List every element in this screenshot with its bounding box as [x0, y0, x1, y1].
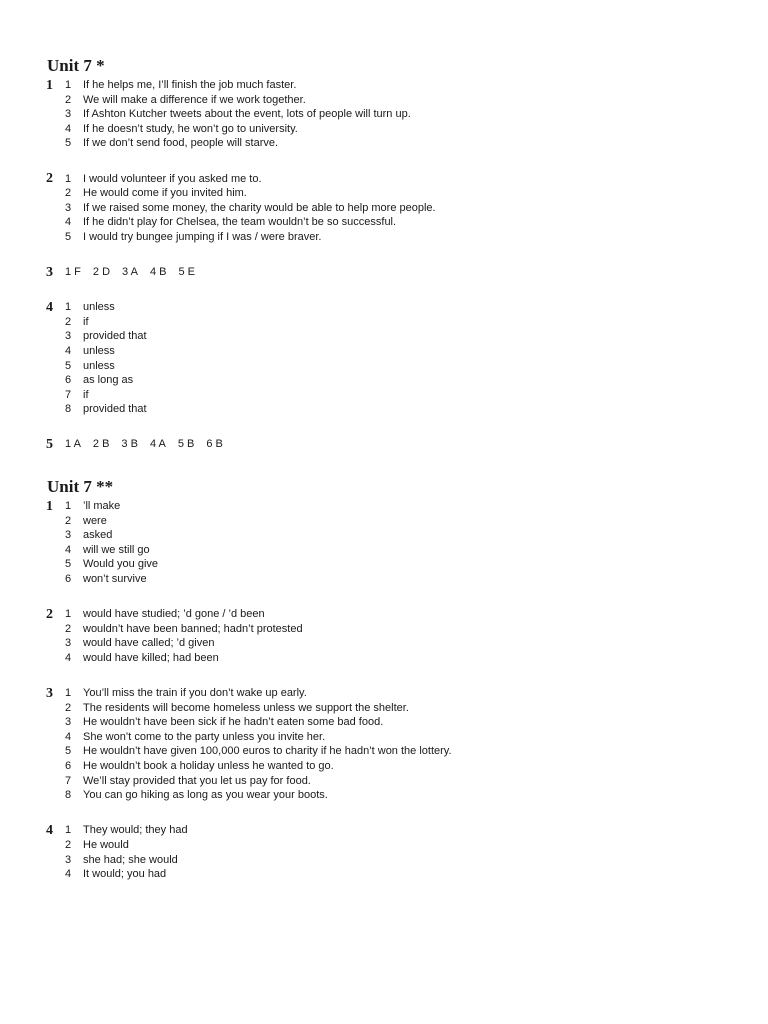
item-number: 1 [65, 301, 72, 314]
answer-text: wouldn’t have been banned; hadn’t protested [83, 622, 303, 635]
item-number: 2 [65, 315, 72, 328]
answer-text: I would try bungee jumping if I was / were braver. [83, 230, 322, 243]
inline-answer: 4 B [149, 266, 167, 278]
answer-text: If Ashton Kutcher tweets about the event, lots of people will turn up. [83, 108, 411, 121]
exercise-number: 3 [46, 685, 53, 701]
inline-answer-row [65, 437, 235, 452]
answer-text: It would; you had [83, 868, 167, 881]
item-number: 5 [65, 359, 72, 372]
item-number: 2 [65, 701, 72, 714]
item-number: 4 [65, 868, 72, 881]
item-number: 5 [65, 137, 72, 150]
inline-answer: 2 B [92, 438, 110, 451]
inline-answer: 3 B [121, 438, 138, 451]
item-number: 3 [65, 201, 72, 214]
answer-text: Would you give [83, 558, 159, 571]
item-number: 5 [65, 745, 72, 758]
item-number: 3 [65, 330, 72, 343]
item-number: 3 [65, 637, 72, 650]
item-number: 7 [65, 388, 72, 401]
answer-text: He would [83, 838, 129, 851]
answer-text: We’ll stay provided that you let us pay for food. [83, 774, 311, 787]
exercise-number: 4 [46, 822, 53, 838]
inline-answer: 5 E [178, 266, 195, 278]
answer-text: He would come if you invited him. [83, 187, 247, 200]
item-number: 4 [65, 730, 72, 743]
item-number: 2 [65, 514, 72, 527]
answer-text: You’ll miss the train if you don’t wake up early. [83, 687, 307, 699]
answer-text: The residents will become homeless unless we support the shelter. [83, 701, 409, 714]
exercise-number: 3 [46, 264, 53, 280]
inline-answer: 3 A [122, 266, 138, 278]
answer-text: If he helps me, I’ll finish the job much faster. [83, 79, 297, 91]
item-number: 6 [65, 374, 72, 387]
answer-text: provided that [83, 403, 147, 416]
answer-text: If he doesn’t study, he won’t go to university. [83, 122, 298, 135]
item-number: 4 [65, 543, 72, 556]
item-number: 1 [65, 172, 72, 185]
exercise-number: 2 [46, 171, 53, 186]
answer-text: if [83, 388, 89, 401]
item-number: 4 [65, 122, 72, 135]
item-number: 5 [65, 230, 72, 243]
item-number: 8 [65, 789, 72, 802]
item-number: 3 [65, 529, 72, 542]
answer-text: would have killed; had been [83, 651, 219, 664]
answer-text: unless [83, 359, 115, 372]
answer-text: will we still go [83, 543, 150, 556]
inline-answer: 2 D [92, 266, 111, 278]
answer-text: would have called; ’d given [83, 637, 215, 650]
answer-text: unless [83, 301, 115, 314]
item-number: 1 [65, 824, 72, 837]
answer-text: would have studied; ’d gone / ’d been [83, 608, 265, 621]
inline-answer: 6 B [206, 438, 223, 451]
answer-text: I would volunteer if you asked me to. [83, 172, 262, 185]
answer-text: she had; she would [83, 853, 178, 866]
exercise-number: 2 [46, 606, 53, 622]
answer-text: He wouldn’t have given 100,000 euros to charity if he hadn’t won the lottery. [83, 745, 452, 758]
item-number: 8 [65, 403, 72, 416]
answer-text: ’ll make [83, 500, 121, 512]
item-number: 1 [65, 79, 72, 91]
answer-text: won’t survive [83, 573, 147, 585]
answer-text: If he didn’t play for Chelsea, the team wouldn’t be so successful. [83, 216, 397, 229]
unit-title: Unit 7 ** [47, 477, 114, 496]
item-number: 1 [65, 608, 72, 621]
answer-text: were [83, 514, 107, 527]
item-number: 4 [65, 651, 72, 664]
answer-text: They would; they had [83, 824, 188, 837]
answer-text: unless [83, 344, 115, 357]
item-number: 7 [65, 774, 72, 787]
answer-text: provided that [83, 330, 147, 343]
item-number: 5 [65, 558, 72, 571]
inline-answer: 5 B [177, 438, 195, 451]
inline-answer-row [65, 265, 207, 280]
exercise-number: 5 [46, 436, 53, 452]
answer-text: asked [83, 529, 113, 542]
item-number: 3 [65, 716, 72, 729]
item-number: 3 [65, 108, 72, 121]
answer-text: She won’t come to the party unless you invite her. [83, 730, 326, 743]
exercise-number: 4 [46, 299, 53, 315]
item-number: 4 [65, 216, 72, 229]
item-number: 2 [65, 187, 72, 200]
answer-text: He wouldn’t book a holiday unless he wanted to go. [83, 760, 334, 772]
inline-answer: 4 A [149, 438, 166, 451]
answer-text: If we raised some money, the charity would be able to help more people. [83, 201, 436, 214]
item-number: 1 [65, 500, 72, 512]
answer-text: as long as [83, 374, 134, 387]
item-number: 6 [65, 573, 72, 585]
item-number: 2 [65, 622, 72, 635]
exercise-number: 1 [46, 77, 53, 93]
exercise-number: 1 [46, 498, 53, 514]
answer-text: You can go hiking as long as you wear your boots. [83, 789, 328, 802]
item-number: 4 [65, 344, 72, 357]
answer-text: We will make a difference if we work together. [83, 93, 306, 106]
item-number: 2 [65, 838, 72, 851]
unit-title: Unit 7 * [47, 56, 105, 75]
answer-text: He wouldn’t have been sick if he hadn’t eaten some bad food. [83, 716, 384, 729]
item-number: 6 [65, 760, 72, 772]
item-number: 3 [65, 853, 72, 866]
item-number: 2 [65, 93, 72, 106]
answer-text: If we don’t send food, people will starve. [83, 137, 279, 150]
answer-text: if [83, 315, 89, 328]
inline-answer: 1 A [65, 438, 81, 451]
inline-answer: 1 F [65, 266, 81, 278]
item-number: 1 [65, 687, 72, 699]
